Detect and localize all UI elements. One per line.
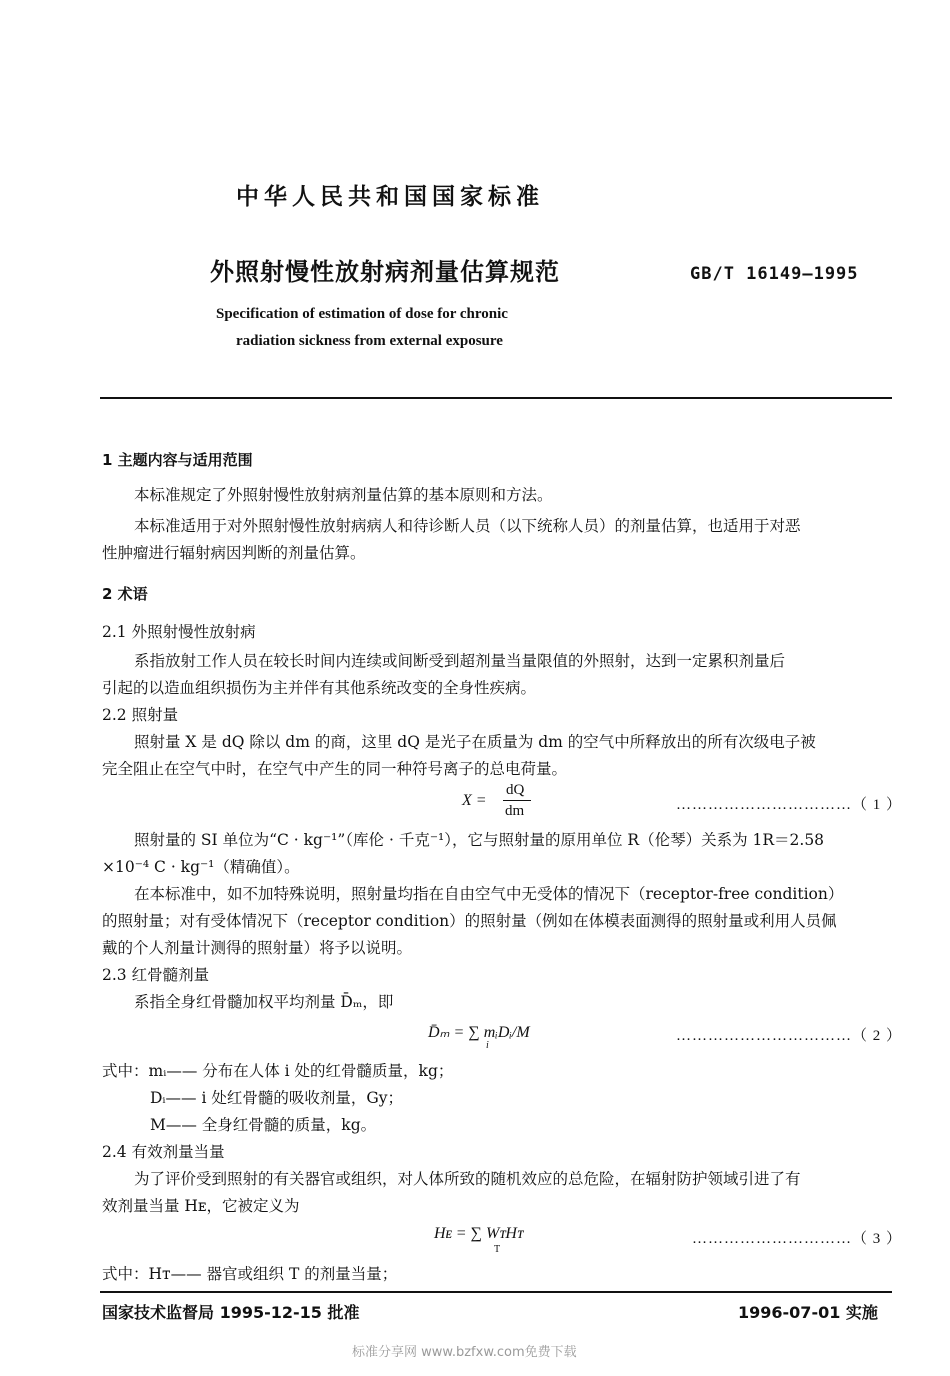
effective-date: 1996-07-01 实施 bbox=[738, 1303, 878, 1322]
term-2-4-heading: 2.4 有效剂量当量 bbox=[102, 1143, 225, 1161]
term-2-2-line-4: ×10⁻⁴ C · kg⁻¹（精确值）。 bbox=[102, 858, 300, 876]
equation-1-denominator: dm bbox=[505, 803, 525, 819]
term-2-2-line-7: 戴的个人剂量计测得的照射量）将予以说明。 bbox=[102, 939, 413, 957]
where-line-2: Dᵢ—— i 处红骨髓的吸收剂量，Gy； bbox=[150, 1089, 403, 1107]
where-line-1: 式中：mᵢ—— 分布在人体 i 处的红骨髓质量，kg； bbox=[102, 1062, 454, 1080]
equation-2-number: ……………………………（ 2 ） bbox=[676, 1028, 903, 1044]
where-line-3: M—— 全身红骨髓的质量，kg。 bbox=[150, 1116, 377, 1134]
equation-1-number: ……………………………（ 1 ） bbox=[676, 797, 903, 813]
watermark-text: 标准分享网 www.bzfxw.com免费下载 bbox=[352, 1345, 577, 1360]
section-1-paragraph-2-line-2: 性肿瘤进行辐射病因判断的剂量估算。 bbox=[102, 544, 366, 562]
term-2-2-line-3: 照射量的 SI 单位为“C · kg⁻¹”（库伦 · 千克⁻¹），它与照射量的原用单位 R（伦琴）关系为 1R＝2.58 bbox=[134, 831, 825, 849]
term-2-2-line-5: 在本标准中，如不加特殊说明，照射量均指在自由空气中无受体的情况下（receptor-free condition） bbox=[134, 885, 844, 903]
fraction-bar bbox=[503, 800, 531, 801]
term-2-3-line-1: 系指全身红骨髓加权平均剂量 D̄ₘ，即 bbox=[134, 993, 394, 1011]
header-rule bbox=[100, 397, 892, 399]
section-1-paragraph-1: 本标准规定了外照射慢性放射病剂量估算的基本原则和方法。 bbox=[134, 486, 553, 504]
equation-1 bbox=[462, 782, 542, 822]
english-title-line-1: Specification of estimation of dose for chronic bbox=[216, 306, 508, 322]
equation-2: D̄ₘ = ∑ mᵢDᵢ/M bbox=[428, 1024, 530, 1041]
standard-title: 中华人民共和国国家标准 bbox=[236, 184, 544, 210]
standard-code: GB/T 16149—1995 bbox=[690, 264, 859, 284]
equation-3: Hᴇ = ∑ WᴛHᴛ bbox=[434, 1225, 524, 1242]
term-2-4-line-1: 为了评价受到照射的有关器官或组织，对人体所致的随机效应的总危险，在辐射防护领域引进了有 bbox=[134, 1170, 801, 1188]
section-1-heading: 1 主题内容与适用范围 bbox=[102, 451, 253, 469]
term-2-2-line-6: 的照射量；对有受体情况下（receptor condition）的照射量（例如在体模表面测得的照射量或利用人员佩 bbox=[102, 912, 837, 930]
term-2-3-heading: 2.3 红骨髓剂量 bbox=[102, 966, 210, 984]
section-2-heading: 2 术语 bbox=[102, 585, 148, 603]
equation-3-number: …………………………（ 3 ） bbox=[692, 1231, 903, 1247]
term-2-2-heading: 2.2 照射量 bbox=[102, 706, 179, 724]
term-2-2-line-2: 完全阻止在空气中时，在空气中产生的同一种符号离子的总电荷量。 bbox=[102, 760, 568, 778]
footer-rule bbox=[100, 1291, 892, 1293]
term-2-1-line-1: 系指放射工作人员在较长时间内连续或间断受到超剂量当量限值的外照射，达到一定累积剂量后 bbox=[134, 652, 786, 670]
english-title-line-2: radiation sickness from external exposure bbox=[236, 333, 503, 349]
equation-1-lhs: X = bbox=[462, 792, 487, 809]
term-2-1-line-2: 引起的以造血组织损伤为主并伴有其他系统改变的全身性疾病。 bbox=[102, 679, 537, 697]
term-2-1-heading: 2.1 外照射慢性放射病 bbox=[102, 623, 256, 641]
equation-2-subscript: i bbox=[486, 1040, 489, 1051]
term-2-4-line-2: 效剂量当量 Hᴇ，它被定义为 bbox=[102, 1197, 300, 1215]
term-2-2-line-1: 照射量 X 是 dQ 除以 dm 的商，这里 dQ 是光子在质量为 dm 的空气中所释放出的所有次级电子被 bbox=[134, 733, 816, 751]
where-line-4: 式中：Hᴛ—— 器官或组织 T 的剂量当量； bbox=[102, 1265, 398, 1283]
section-1-paragraph-2-line-1: 本标准适用于对外照射慢性放射病病人和待诊断人员（以下统称人员）的剂量估算，也适用于对恶 bbox=[134, 517, 801, 535]
document-title: 外照射慢性放射病剂量估算规范 bbox=[210, 258, 560, 286]
equation-1-numerator: dQ bbox=[506, 782, 525, 798]
approval-date: 国家技术监督局 1995-12-15 批准 bbox=[102, 1303, 360, 1322]
equation-3-subscript: T bbox=[494, 1244, 501, 1255]
